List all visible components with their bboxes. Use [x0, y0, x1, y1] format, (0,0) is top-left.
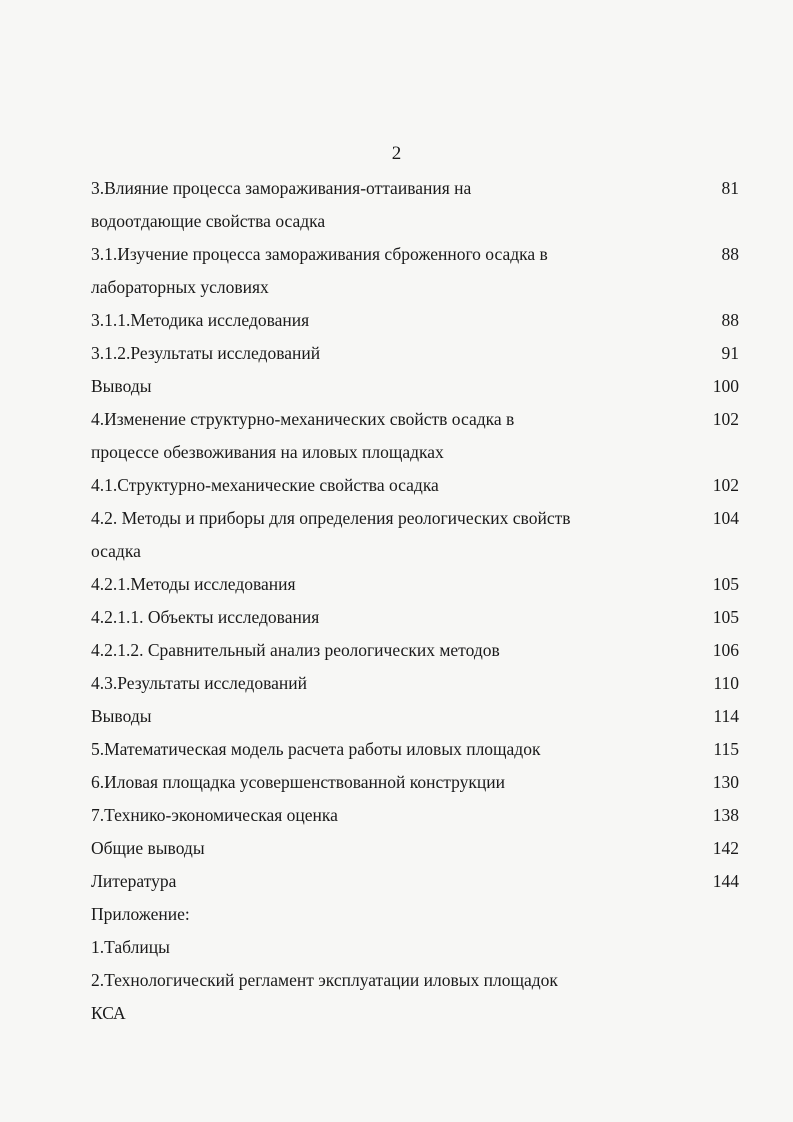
- toc-entry-page-number: 110: [713, 673, 739, 693]
- toc-entry: [91, 568, 739, 601]
- toc-entry-title-line: 6.Иловая площадка усовершенствованной конструкции: [91, 772, 505, 792]
- toc-entry-page-number: 102: [712, 409, 739, 429]
- toc-entry-title-line: 4.3.Результаты исследований: [91, 673, 307, 693]
- toc-entry-page-number: 130: [712, 772, 739, 792]
- toc-entry-page-number: 114: [713, 706, 739, 726]
- toc-entry: [91, 667, 739, 700]
- toc-entry-title-line: осадка: [91, 541, 141, 561]
- toc-entry-page-number: 105: [712, 607, 739, 627]
- toc-entry: [91, 469, 739, 502]
- toc-entry-title-line: 3.Влияние процесса замораживания-оттаивания на: [91, 178, 472, 198]
- toc-entry-title-line: Выводы: [91, 706, 152, 726]
- toc-entry-page-number: 138: [712, 805, 739, 825]
- toc-entry-title-line: 3.1.1.Методика исследования: [91, 310, 310, 330]
- toc-entry-page-number: 106: [712, 640, 739, 660]
- toc-entry: [91, 733, 739, 766]
- toc-entry-title-line: 7.Технико-экономическая оценка: [91, 805, 338, 825]
- toc-entry: [91, 172, 739, 238]
- toc-entry-title-line: 5.Математическая модель расчета работы иловых площадок: [91, 739, 541, 759]
- toc-entry-title-line: 3.1.Изучение процесса замораживания сброженного осадка в: [91, 244, 548, 264]
- toc-entry-title-line: 1.Таблицы: [91, 937, 170, 957]
- toc-entry-title-line: 4.2.1.Методы исследования: [91, 574, 296, 594]
- toc-entry-title-line: 4.2.1.2. Сравнительный анализ реологических методов: [91, 640, 500, 660]
- toc-entry-title-line: 3.1.2.Результаты исследований: [91, 343, 321, 363]
- toc-entry-title-line: 2.Технологический регламент эксплуатации иловых площадок: [91, 970, 558, 990]
- toc-entry-title-line: лабораторных условиях: [91, 277, 269, 297]
- toc-entry-page-number: 105: [712, 574, 739, 594]
- toc-entry-page-number: 88: [721, 244, 739, 264]
- toc-entry: [91, 634, 739, 667]
- page-number: 2: [391, 143, 402, 164]
- toc-entry: [91, 370, 739, 403]
- toc-entry-title-line: 4.1.Структурно-механические свойства осадка: [91, 475, 439, 495]
- toc-entry-page-number: 81: [721, 178, 739, 198]
- toc-entry: [91, 898, 739, 931]
- toc-entry-title-line: КСА: [91, 1003, 126, 1023]
- toc-entry: [91, 700, 739, 733]
- toc-entry-title-line: водоотдающие свойства осадка: [91, 211, 326, 231]
- table-of-contents: [91, 172, 739, 1030]
- toc-entry: [91, 403, 739, 469]
- toc-entry: [91, 601, 739, 634]
- toc-entry: [91, 799, 739, 832]
- toc-entry: [91, 502, 739, 568]
- toc-entry-page-number: 144: [712, 871, 739, 891]
- toc-entry-title-line: Общие выводы: [91, 838, 205, 858]
- toc-entry-page-number: 142: [712, 838, 739, 858]
- toc-entry-page-number: 100: [712, 376, 739, 396]
- toc-entry: [91, 337, 739, 370]
- toc-entry-title-line: 4.2.1.1. Объекты исследования: [91, 607, 320, 627]
- toc-entry-title-line: Приложение:: [91, 904, 190, 924]
- toc-entry-page-number: 88: [721, 310, 739, 330]
- toc-entry-page-number: 102: [712, 475, 739, 495]
- toc-entry: [91, 766, 739, 799]
- toc-entry: [91, 931, 739, 964]
- toc-entry: [91, 832, 739, 865]
- toc-entry-page-number: 104: [712, 508, 739, 528]
- toc-entry-title-line: Литература: [91, 871, 177, 891]
- toc-entry: [91, 865, 739, 898]
- toc-entry: [91, 964, 739, 1030]
- toc-entry: [91, 238, 739, 304]
- toc-entry-title-line: 4.2. Методы и приборы для определения реологических свойств: [91, 508, 571, 528]
- toc-entry-page-number: 91: [721, 343, 739, 363]
- toc-entry-title-line: 4.Изменение структурно-механических свойств осадка в: [91, 409, 515, 429]
- toc-entry-title-line: Выводы: [91, 376, 152, 396]
- toc-entry: [91, 304, 739, 337]
- toc-entry-page-number: 115: [713, 739, 739, 759]
- toc-entry-title-line: процессе обезвоживания на иловых площадках: [91, 442, 444, 462]
